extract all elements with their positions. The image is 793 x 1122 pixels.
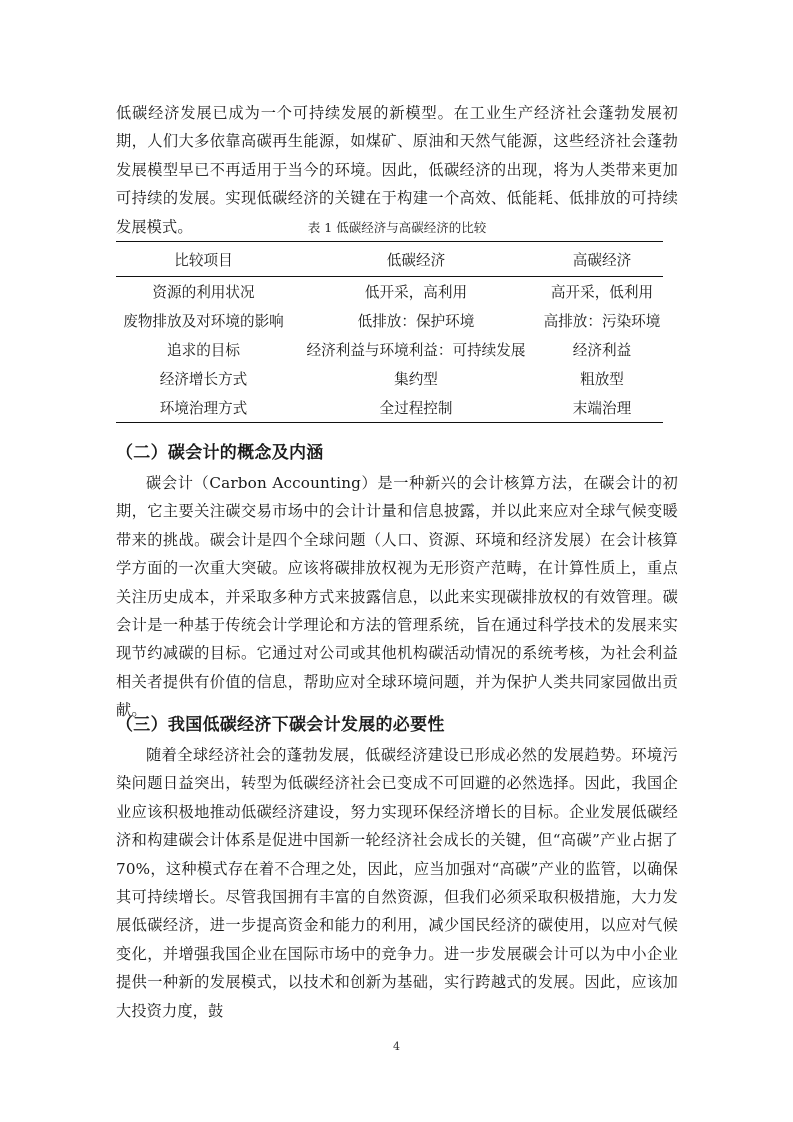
section-carbon-accounting-concept	[116, 437, 678, 725]
table-row	[116, 364, 663, 393]
table-cell: 高排放：污染环境	[543, 313, 661, 330]
section-paragraph: 碳会计（Carbon Accounting）是一种新兴的会计核算方法，在碳会计的初期，它主要关注碳交易市场中的会计计量和信息披露，并以此来应对全球气候变暖带来的挑战。碳会计是四个全球问题（人口、资源、环境和经济发展）在会计核算学方面的一次重大突破。应该将碳排放权视为无形资产范畴，在计算性质上，重点关注历史成本，并采取多种方式来披露信息，以此来实现碳排放权的有效管理。碳会计是一种基于传统会计学理论和方法的管理系统，旨在通过科学技术的发展来实现节约减碳的目标。它通过对公司或其他机构碳活动情况的系统考核，为社会利益相关者提供有价值的信息，帮助应对全球环境问题，并为保护人类共同家园做出贡献。	[116, 474, 678, 720]
table-cell: 集约型	[394, 371, 438, 388]
table-cell: 末端治理	[541, 393, 663, 423]
section-carbon-accounting-necessity	[116, 709, 678, 1025]
table-cell: 环境治理方式	[116, 393, 291, 423]
header-cell: 低碳经济	[291, 242, 541, 277]
table-cell: 经济利益与环境利益：可持续发展	[306, 342, 526, 359]
table-cell: 全过程控制	[291, 393, 541, 423]
table-cell: 资源的利用状况	[152, 284, 255, 301]
table-cell: 经济增长方式	[159, 371, 248, 388]
intro-paragraph: 低碳经济发展已成为一个可持续发展的新模型。在工业生产经济社会蓬勃发展初期，人们大多依靠高碳再生能源，如煤矿、原油和天然气能源，这些经济社会蓬勃发展模型早已不再适用于当今的环境。因此，低碳经济的出现，将为人类带来更加可持续的发展。实现低碳经济的关键在于构建一个高效、低能耗、低排放的可持续发展模式。	[116, 104, 678, 236]
header-cell: 高碳经济	[541, 242, 663, 277]
table-cell: 高开采，低利用	[550, 284, 654, 301]
table-cell: 追求的目标	[167, 342, 240, 359]
table-cell: 废物排放及对环境的影响	[123, 313, 284, 330]
table-row	[116, 393, 663, 423]
table-cell: 低开采，高利用	[364, 284, 468, 301]
header-cell: 比较项目	[116, 242, 291, 277]
comparison-table	[116, 241, 663, 423]
section-heading: （二）碳会计的概念及内涵	[116, 443, 324, 463]
table-row	[116, 335, 663, 364]
table-cell: 粗放型	[580, 371, 624, 388]
page-number: 4	[393, 1040, 400, 1053]
table-cell: 经济利益	[572, 342, 632, 359]
section-heading: （三）我国低碳经济下碳会计发展的必要性	[116, 715, 445, 735]
table-header-row	[116, 242, 663, 277]
table-caption: 表 1 低碳经济与高碳经济的比较	[307, 220, 487, 235]
table-row	[116, 277, 663, 307]
table-cell: 低排放：保护环境	[357, 313, 475, 330]
table-row	[116, 306, 663, 335]
section-paragraph: 随着全球经济社会的蓬勃发展，低碳经济建设已形成必然的发展趋势。环境污染问题日益突出，转型为低碳经济社会已变成不可回避的必然选择。因此，我国企业应该积极地推动低碳经济建设，努力实现环保经济增长的目标。企业发展低碳经济和构建碳会计体系是促进中国新一轮经济社会成长的关键，但“高碳”产业占据了 70%，这种模式存在着不合理之处，因此，应当加强对“高碳”产业的监管，以确保其可持续增长。尽管我国拥有丰富的自然资源，但我们必须采取积极措施，大力发展低碳经济，进一步提高资金和能力的利用，减少国民经济的碳使用，以应对气候变化，并增强我国企业在国际市场中的竞争力。进一步发展碳会计可以为中小企业提供一种新的发展模式，以技术和创新为基础，实行跨越式的发展。因此，应该加大投资力度，鼓	[116, 746, 678, 1020]
